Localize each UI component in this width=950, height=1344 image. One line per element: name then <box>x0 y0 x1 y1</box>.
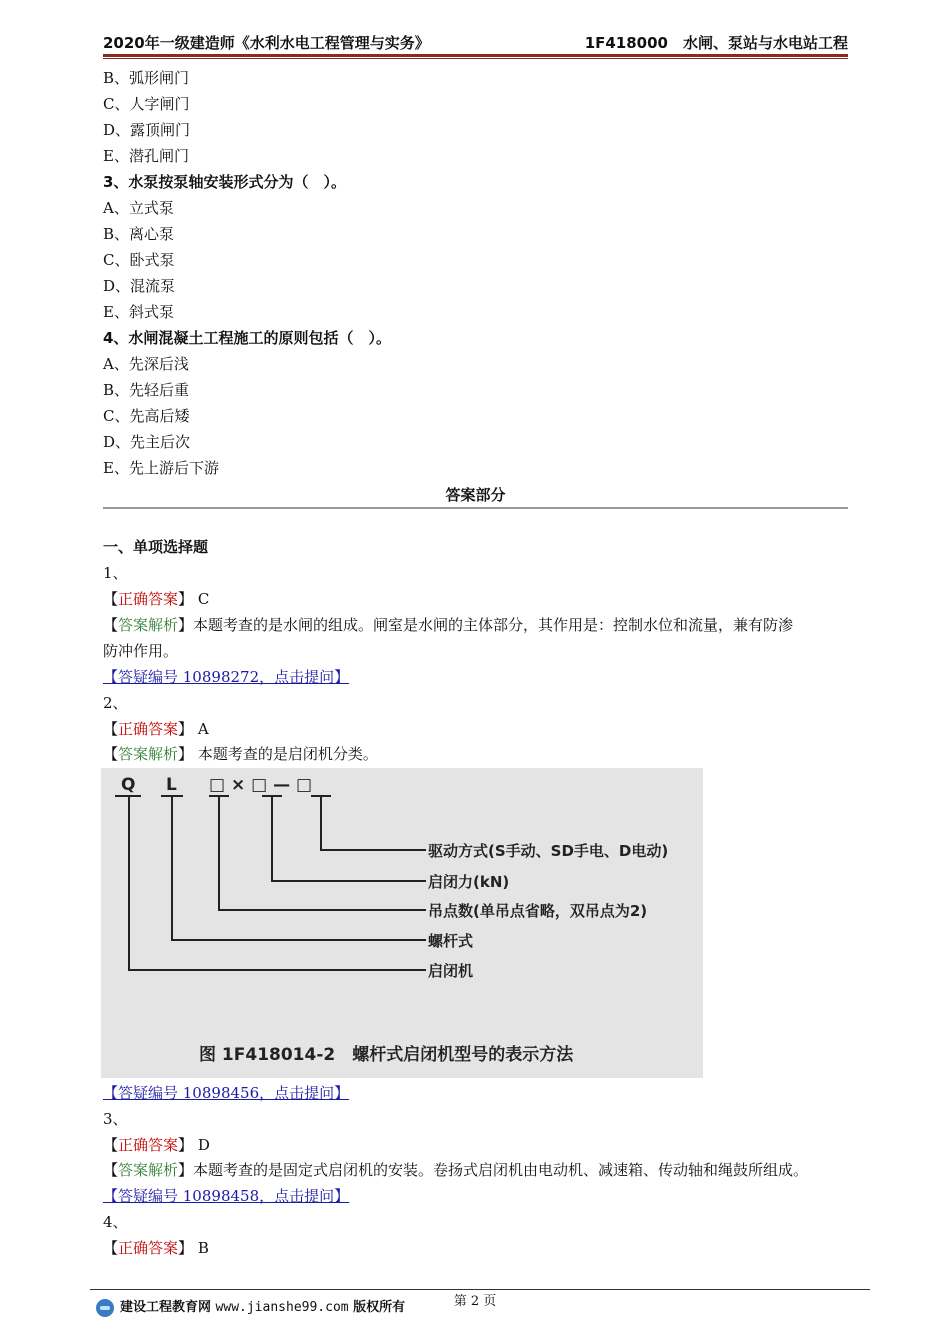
analysis-row: 【答案解析】 本题考查的是启闭机分类。 <box>103 745 378 763</box>
option-item: D、先主后次 <box>103 433 191 451</box>
answer-number: 1、 <box>103 564 128 582</box>
answer-section-title: 答案部分 <box>445 486 506 504</box>
correct-answer-value: B <box>197 1239 209 1257</box>
question-link[interactable]: 【答疑编号 10898458，点击提问】 <box>103 1187 350 1205</box>
option-item: A、立式泵 <box>103 199 174 217</box>
question-link[interactable]: 【答疑编号 10898272，点击提问】 <box>103 668 350 686</box>
footer-site-name: 建设工程教育网 <box>120 1300 212 1315</box>
option-item: B、弧形闸门 <box>103 69 190 87</box>
footer-rights: 版权所有 <box>353 1300 406 1315</box>
figure-label-screw: 螺杆式 <box>428 932 474 950</box>
figure-label-lift-points: 吊点数(单吊点省略，双吊点为2) <box>428 902 648 920</box>
correct-answer-label: 正确答案 <box>118 720 179 738</box>
analysis-text: 本题考查的是固定式启闭机的安装。卷扬式启闭机由电动机、减速箱、传动轴和绳鼓所组成。 <box>193 1161 809 1179</box>
page-footer <box>96 1296 405 1318</box>
page-number: 第 2 页 <box>453 1294 497 1309</box>
model-code-diagram <box>101 768 703 1078</box>
figure-label-force: 启闭力(kN) <box>428 873 510 891</box>
correct-answer-label: 正确答案 <box>118 1239 179 1257</box>
option-item: C、卧式泵 <box>103 251 175 269</box>
code-letter-q: Q <box>121 775 136 795</box>
correct-answer-row: 【正确答案】 A <box>103 720 209 738</box>
header-rule <box>103 54 848 57</box>
correct-answer-row: 【正确答案】 D <box>103 1136 210 1154</box>
analysis-text: 本题考查的是启闭机分类。 <box>197 745 378 763</box>
section-heading: 一、单项选择题 <box>103 538 209 556</box>
correct-answer-label: 正确答案 <box>118 1136 179 1154</box>
footer-url[interactable]: www.jianshe99.com <box>215 1300 349 1315</box>
analysis-paragraph: 【答案解析】本题考查的是水闸的组成。闸室是水闸的主体部分，其作用是：控制水位和流量，兼有防渗 防冲作用。 <box>103 616 794 660</box>
section-divider <box>103 507 848 509</box>
answer-number: 4、 <box>103 1213 128 1231</box>
correct-answer-row: 【正确答案】 C <box>103 590 210 608</box>
correct-answer-row: 【正确答案】 B <box>103 1239 209 1257</box>
header-rule-thin <box>103 58 848 59</box>
option-item: D、混流泵 <box>103 277 176 295</box>
header-course-title: 2020年一级建造师《水利水电工程管理与实务》 <box>103 34 430 52</box>
figure-caption: 图 1F418014-2 螺杆式启闭机型号的表示方法 <box>199 1045 574 1065</box>
answer-number: 3、 <box>103 1110 128 1128</box>
option-item: D、露顶闸门 <box>103 121 191 139</box>
page-header <box>103 30 848 52</box>
analysis-label: 答案解析 <box>118 616 179 634</box>
question-link[interactable]: 【答疑编号 10898456，点击提问】 <box>103 1084 350 1102</box>
question-title: 3、水泵按泵轴安装形式分为（ ）。 <box>103 173 346 191</box>
option-item: E、先上游后下游 <box>103 459 219 477</box>
correct-answer-value: C <box>197 590 210 608</box>
model-code-figure <box>101 768 703 1078</box>
code-placeholders: □ × □ — □ <box>209 775 313 795</box>
correct-answer-value: D <box>197 1136 210 1154</box>
answer-number: 2、 <box>103 694 128 712</box>
analysis-label: 答案解析 <box>118 745 179 763</box>
connector-lines <box>115 796 426 970</box>
option-item: C、先高后矮 <box>103 407 190 425</box>
correct-answer-label: 正确答案 <box>118 590 179 608</box>
code-letter-l: L <box>166 775 177 795</box>
header-chapter-title: 1F418000 水闸、泵站与水电站工程 <box>584 34 848 52</box>
option-item: E、潜孔闸门 <box>103 147 189 165</box>
option-item: B、离心泵 <box>103 225 175 243</box>
correct-answer-value: A <box>197 720 209 738</box>
figure-label-hoist: 启闭机 <box>428 962 474 980</box>
analysis-label: 答案解析 <box>118 1161 179 1179</box>
option-item: B、先轻后重 <box>103 381 190 399</box>
option-item: A、先深后浅 <box>103 355 189 373</box>
question-title: 4、水闸混凝土工程施工的原则包括（ ）。 <box>103 329 391 347</box>
option-item: C、人字闸门 <box>103 95 190 113</box>
site-logo-icon <box>96 1299 114 1317</box>
analysis-row: 【答案解析】本题考查的是固定式启闭机的安装。卷扬式启闭机由电动机、减速箱、传动轴和绳鼓所组成。 <box>103 1161 809 1179</box>
option-item: E、斜式泵 <box>103 303 174 321</box>
figure-label-drive: 驱动方式(S手动、SD手电、D电动) <box>428 842 669 860</box>
